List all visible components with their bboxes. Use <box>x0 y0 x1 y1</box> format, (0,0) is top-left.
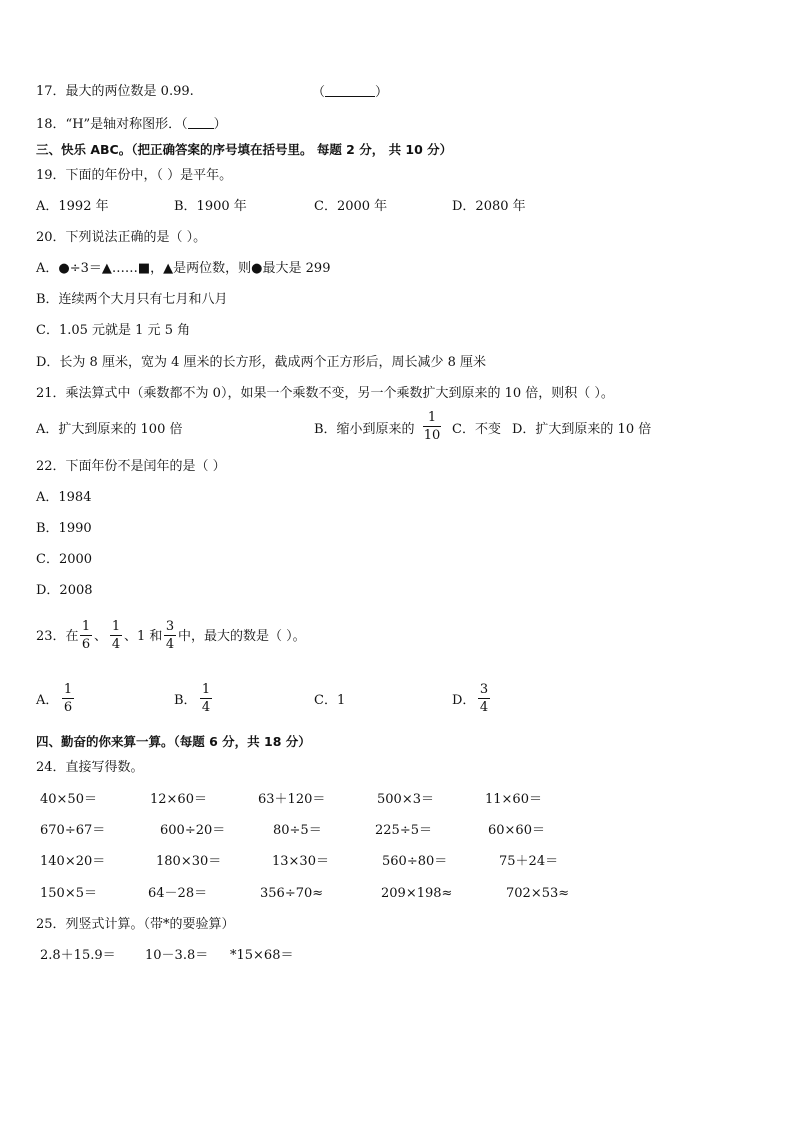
q20-option-b[interactable]: B．连续两个大月只有七月和八月 <box>36 292 228 307</box>
question-19-stem: 19．下面的年份中，（ ）是平年。 <box>36 168 233 183</box>
question-20-stem: 20．下列说法正确的是（ ）。 <box>36 230 207 245</box>
q23-fraction-1-6: 1 6 <box>81 619 91 652</box>
q24-item: 63＋120＝ <box>258 792 326 807</box>
q24-item: 180×30＝ <box>156 854 222 869</box>
q24-item: 64－28＝ <box>148 886 208 901</box>
q22-option-d[interactable]: D．2008 <box>36 583 93 598</box>
question-21-stem: 21．乘法算式中（乘数都不为 0），如果一个乘数不变，另一个乘数扩大到原来的 10 倍，则积（ ）。 <box>36 386 614 401</box>
q25-item: 2.8＋15.9＝ <box>40 948 116 963</box>
question-17 <box>36 84 194 100</box>
q24-item: 670÷67＝ <box>40 823 106 838</box>
q24-item: 12×60＝ <box>150 792 207 807</box>
q22-option-a[interactable]: A．1984 <box>36 490 92 505</box>
q17-answer-bracket[interactable]: （ ） <box>312 85 389 100</box>
q20-option-c[interactable]: C．1.05 元就是 1 元 5 角 <box>36 323 191 338</box>
q21-option-b[interactable]: B．缩小到原来的 <box>314 422 415 437</box>
q17-blank[interactable] <box>325 84 375 97</box>
q20-option-a[interactable]: A．●÷3＝▲……■，▲是两位数，则●最大是 299 <box>36 261 331 276</box>
q25-item: 10－3.8＝ <box>145 948 209 963</box>
q24-item: 80÷5＝ <box>273 823 322 838</box>
q21-option-a[interactable]: A．扩大到原来的 100 倍 <box>36 422 183 437</box>
q23-option-d[interactable]: D． <box>452 693 476 708</box>
q21-option-c[interactable]: C．不变 <box>452 422 501 437</box>
q23-sep-1: 、 <box>94 629 108 644</box>
q20-option-d[interactable]: D．长为 8 厘米，宽为 4 厘米的长方形，截成两个正方形后，周长减少 8 厘米 <box>36 355 487 370</box>
q22-option-c[interactable]: C．2000 <box>36 552 93 567</box>
q23-option-b[interactable]: B． <box>174 693 197 708</box>
q23-fraction-3-4: 3 4 <box>165 619 175 652</box>
section-4-heading: 四、勤奋的你来算一算。（每题 6 分，共 18 分） <box>36 734 311 749</box>
question-18: 18．“H”是轴对称图形．（ ） <box>36 117 227 132</box>
q19-option-c[interactable]: C．2000 年 <box>314 199 388 214</box>
q24-item: 150×5＝ <box>40 886 97 901</box>
q24-item: 13×30＝ <box>272 854 329 869</box>
q23-option-b-fraction: 1 4 <box>201 682 211 715</box>
q25-item: *15×68＝ <box>230 948 294 963</box>
q24-item: 209×198≈ <box>381 886 453 901</box>
q23-option-a[interactable]: A． <box>36 693 59 708</box>
q24-item: 702×53≈ <box>506 886 570 901</box>
q24-item: 356÷70≈ <box>260 886 324 901</box>
question-25-stem: 25．列竖式计算。（带*的要验算） <box>36 917 235 932</box>
q22-option-b[interactable]: B．1990 <box>36 521 92 536</box>
q23-suffix: 中，最大的数是（ ）。 <box>178 629 306 644</box>
q24-item: 75＋24＝ <box>499 854 559 869</box>
q24-item: 560÷80＝ <box>382 854 448 869</box>
q23-fraction-1-4: 1 4 <box>111 619 121 652</box>
q17-text: 17．最大的两位数是 0.99. <box>36 84 194 99</box>
q23-option-a-fraction: 1 6 <box>63 682 73 715</box>
q24-item: 225÷5＝ <box>375 823 432 838</box>
section-3-heading: 三、快乐 ABC。（把正确答案的序号填在括号里。 每题 2 分， 共 10 分） <box>36 142 453 157</box>
q24-item: 60×60＝ <box>488 823 545 838</box>
question-24-stem: 24．直接写得数。 <box>36 760 144 775</box>
q24-item: 600÷20＝ <box>160 823 226 838</box>
q23-mid: 、1 和 <box>124 629 163 644</box>
q24-item: 11×60＝ <box>485 792 542 807</box>
q19-option-d[interactable]: D．2080 年 <box>452 199 526 214</box>
q24-item: 500×3＝ <box>377 792 434 807</box>
q21-option-d[interactable]: D．扩大到原来的 10 倍 <box>512 422 652 437</box>
q24-item: 140×20＝ <box>40 854 106 869</box>
q19-option-b[interactable]: B．1900 年 <box>174 199 247 214</box>
question-22-stem: 22．下面年份不是闰年的是（ ） <box>36 459 226 474</box>
q23-prefix: 23．在 <box>36 629 79 644</box>
q24-item: 40×50＝ <box>40 792 97 807</box>
q18-blank[interactable] <box>188 116 214 129</box>
q21-option-b-fraction: 1 10 <box>423 410 441 443</box>
q19-option-a[interactable]: A．1992 年 <box>36 199 109 214</box>
q23-option-d-fraction: 3 4 <box>479 682 489 715</box>
q23-option-c[interactable]: C．1 <box>314 693 346 708</box>
